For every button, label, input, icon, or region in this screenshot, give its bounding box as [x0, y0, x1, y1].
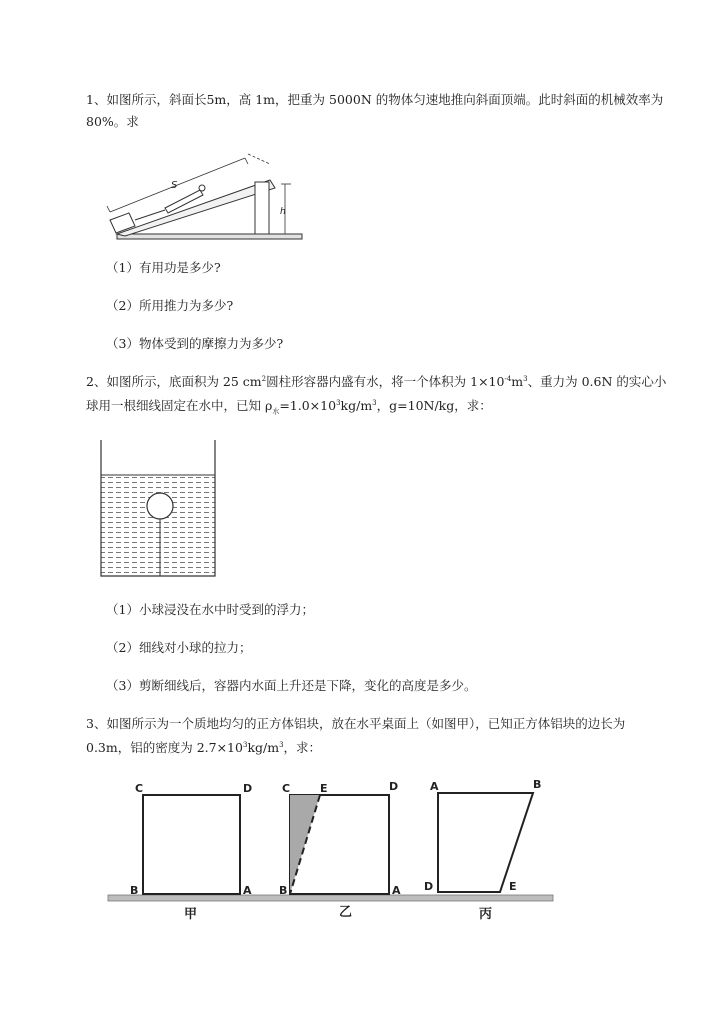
- jia-label-d: D: [243, 782, 253, 795]
- cube-figure: [108, 776, 556, 926]
- caption-bing: 丙: [479, 907, 493, 922]
- yi-label-a: A: [392, 884, 401, 897]
- q2-text-line1: 2、如图所示，底面积为 25 $cm^2$圆柱形容器内盛有水，将一个体积为 $1\times 10^{-4}m^3$、重力为 0.6N 的实心小: [86, 374, 667, 389]
- jia-label-b: B: [130, 884, 139, 897]
- caption-yi: 乙: [339, 905, 353, 920]
- q2-text-line2: 球用一根细线固定在水中，已知 $\rho_水=1.0\times 10^3kg/m^3$，g=10N/kg，求：: [86, 398, 492, 416]
- jia-label-a: A: [243, 884, 252, 897]
- q1-sub-2: （2）所用推力为多少?: [106, 298, 234, 313]
- q3-text-line2: 0.3m，铝的密度为 $2.7\times 10^3kg/m^3$，求：: [86, 740, 322, 755]
- bing-label-b: B: [533, 778, 542, 791]
- q1-text-line1: 1、如图所示，斜面长5m，高 1m，把重为 5000N 的物体匀速地推向斜面顶端。此时斜面的机械效率为: [86, 92, 664, 107]
- yi-label-c: C: [282, 782, 291, 795]
- yi-label-e: E: [320, 782, 328, 795]
- label-h: h: [280, 207, 286, 217]
- q2-sub-1: （1）小球浸没在水中时受到的浮力；: [106, 602, 314, 617]
- q1-sub-1: （1）有用功是多少?: [106, 260, 221, 275]
- q1-text-line2: 80%。求: [86, 114, 139, 129]
- label-s: S: [171, 180, 178, 191]
- yi-label-b: B: [279, 884, 288, 897]
- jia-label-c: C: [135, 782, 144, 795]
- bing-label-e: E: [509, 880, 517, 893]
- q2-sub-2: （2）细线对小球的拉力；: [106, 640, 252, 655]
- q1-sub-3: （3）物体受到的摩擦力为多少?: [106, 336, 284, 351]
- q2-sub-3: （3）剪断细线后，容器内水面上升还是下降，变化的高度是多少。: [106, 678, 477, 693]
- q3-text-line1: 3、如图所示为一个质地均匀的正方体铝块，放在水平桌面上（如图甲），已知正方体铝块的边长为: [86, 716, 626, 731]
- yi-label-d: D: [389, 780, 399, 793]
- container-figure: [100, 440, 218, 580]
- caption-jia: 甲: [184, 907, 198, 922]
- bing-label-a: A: [430, 780, 439, 793]
- bing-label-d: D: [424, 880, 434, 893]
- incline-figure: [105, 150, 305, 242]
